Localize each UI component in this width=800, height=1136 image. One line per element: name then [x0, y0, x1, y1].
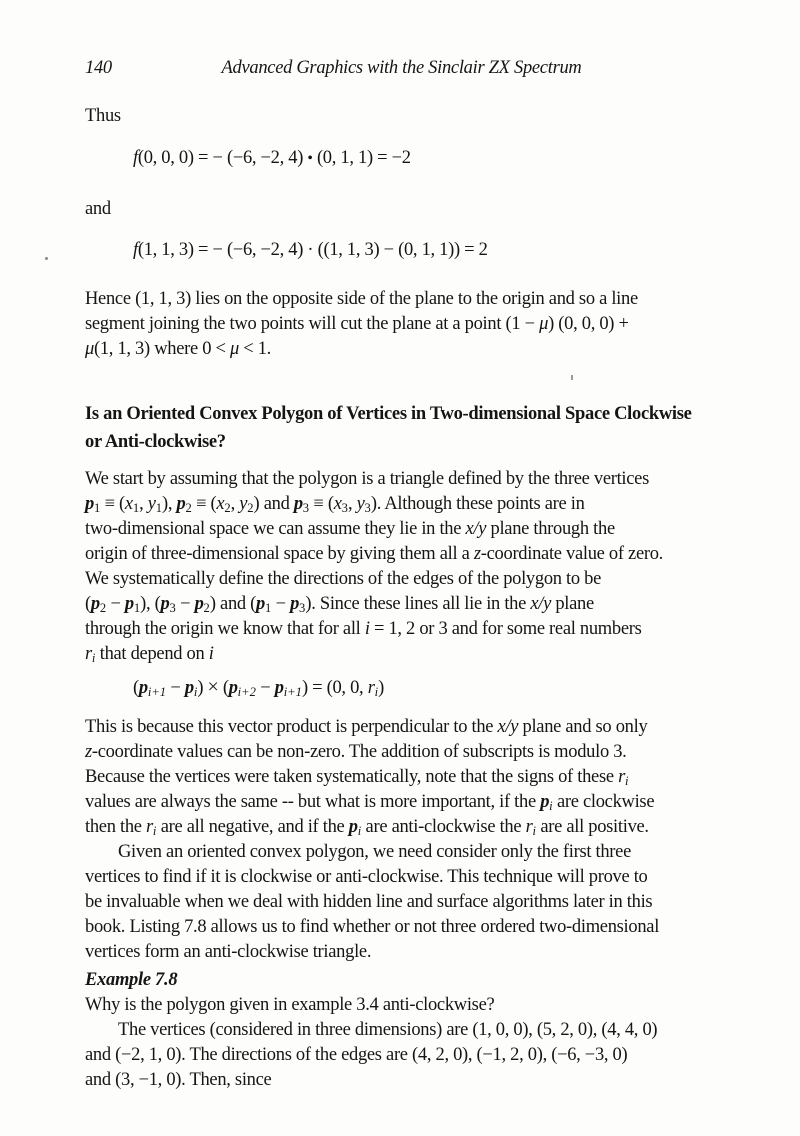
text-run: ). Since these lines all lie in the: [305, 594, 531, 614]
text-run: f: [133, 240, 138, 260]
text-run: −: [166, 678, 185, 698]
para-we-start: [85, 467, 718, 667]
text-run: i+1: [283, 685, 302, 700]
text-run: μ: [539, 314, 549, 334]
text-run: Given an oriented convex polygon, we need consider only the first three: [118, 842, 631, 862]
text-run: We start by assuming that the polygon is a triangle defined by the three vertices: [85, 469, 649, 489]
text-line: [85, 915, 718, 940]
text-run: i: [193, 685, 198, 700]
text-run: ),: [162, 494, 177, 514]
text-line: [85, 467, 718, 492]
text-run: ). Although these points are in: [370, 494, 585, 514]
text-line: [85, 492, 718, 517]
text-run: -coordinate values can be non-zero. The addition of subscripts is modulo 3.: [91, 742, 627, 762]
text-run: 2: [99, 601, 107, 616]
text-run: ): [378, 678, 384, 698]
text-run: Example 7.8: [85, 970, 178, 990]
example-title: [85, 968, 718, 993]
text-run: y: [239, 494, 248, 514]
text-line: [85, 815, 718, 840]
text-run: 1: [264, 601, 272, 616]
text-run: plane: [551, 594, 594, 614]
text-run: plane through the: [486, 519, 615, 539]
text-run: book. Listing 7.8 allows us to find whether or not three ordered two-dimensional: [85, 917, 660, 937]
text-run: Hence (1, 1, 3) lies on the opposite side of the plane to the origin and so a line: [85, 289, 638, 309]
text-run: p: [85, 494, 94, 514]
text-line: [85, 312, 718, 337]
text-run: ≡ (: [191, 494, 217, 514]
text-line: [85, 287, 718, 312]
text-run: (0, 1, 1) = −2: [312, 148, 411, 168]
text-run: z: [85, 742, 92, 762]
text-run: r: [618, 767, 625, 787]
text-run: p: [290, 594, 300, 614]
text-run: 1: [133, 601, 141, 616]
text-run: −: [175, 594, 195, 614]
text-run: y: [147, 494, 156, 514]
text-run: Thus: [85, 106, 121, 126]
text-run: 2: [203, 601, 210, 616]
para-this-is-because: [85, 715, 718, 840]
text-run: p: [176, 494, 186, 514]
book-title: Advanced Graphics with the Sinclair ZX Spectrum: [221, 58, 582, 78]
text-run: through the origin we know that for all: [85, 619, 365, 639]
text-run: 3: [302, 501, 310, 516]
text-run: (: [133, 678, 139, 698]
text-run: i: [549, 799, 553, 814]
text-run: vertices form an anti-clockwise triangle.: [85, 942, 372, 962]
formula-f-origin: [85, 146, 718, 171]
formula-f-point: [85, 238, 718, 263]
text-line: [85, 517, 718, 542]
text-run: are all negative, and if the: [156, 817, 349, 837]
text-run: r: [525, 817, 533, 837]
text-run: then the: [85, 817, 147, 837]
text-run: p: [194, 594, 204, 614]
text-run: i: [91, 651, 96, 666]
text-line: [133, 675, 718, 700]
text-line: [133, 146, 718, 171]
text-run: i: [152, 824, 157, 839]
text-run: ) (0, 0, 0) +: [548, 314, 629, 334]
text-run: and (3, −1, 0). Then, since: [85, 1070, 272, 1090]
text-run: (: [85, 594, 91, 614]
text-run: and (−2, 1, 0). The directions of the edges are (4, 2, 0), (−1, 2, 0), (−6, −3, 0): [85, 1045, 628, 1065]
text-line: [85, 642, 718, 667]
text-line: [85, 790, 718, 815]
text-run: 1: [155, 501, 162, 516]
text-run: −: [271, 594, 291, 614]
text-line: [85, 1018, 718, 1043]
text-run: 2: [247, 501, 254, 516]
text-line: [85, 400, 718, 428]
text-line: [85, 865, 718, 890]
text-run: (0, 0, 0) = − (−6, −2, 4): [137, 148, 308, 168]
text-line: [85, 840, 718, 865]
text-run: (1, 1, 3) = − (−6, −2, 4) · ((1, 1, 3) − (0, 1, 1)) = 2: [137, 240, 488, 260]
text-line: [85, 765, 718, 790]
para-and: [85, 197, 718, 222]
text-line: [85, 740, 718, 765]
formula-cross-product: [85, 675, 718, 700]
text-run: 3: [364, 501, 371, 516]
text-run: Because the vertices were taken systematically, note that the signs of these: [85, 767, 619, 787]
text-run: −: [106, 594, 125, 614]
para-hence: [85, 287, 718, 362]
text-run: ,: [230, 494, 240, 514]
text-line: [85, 1068, 718, 1093]
text-run: i: [357, 824, 362, 839]
text-run: (: [218, 678, 229, 698]
text-run: x/y: [530, 594, 552, 614]
text-run: origin of three-dimensional space by giving them all a: [85, 544, 474, 564]
text-run: values are always the same -- but what is more important, if the: [85, 792, 541, 812]
text-line: [85, 592, 718, 617]
running-header: [85, 56, 718, 81]
text-run: p: [274, 678, 284, 698]
text-run: r: [146, 817, 153, 837]
text-run: r: [85, 644, 92, 664]
text-run: ) and: [253, 494, 294, 514]
text-run: and: [85, 199, 111, 219]
text-run: 3: [341, 501, 348, 516]
text-run: ) = (0, 0,: [301, 678, 368, 698]
text-run: 1: [132, 501, 140, 516]
text-line: [85, 1043, 718, 1068]
text-run: ×: [207, 676, 219, 698]
text-line: [85, 428, 718, 456]
text-run: ≡ (: [309, 494, 334, 514]
text-line: [85, 968, 718, 993]
text-run: p: [160, 594, 170, 614]
text-run: p: [228, 678, 238, 698]
text-run: ), (: [140, 594, 161, 614]
text-run: 1: [93, 501, 101, 516]
text-run: x: [333, 494, 342, 514]
text-run: p: [184, 678, 194, 698]
text-run: 2: [185, 501, 192, 516]
text-run: The vertices (considered in three dimensions) are (1, 0, 0), (5, 2, 0), (4, 4, 0): [118, 1020, 658, 1040]
text-run: i: [374, 685, 379, 700]
text-run: ≡ (: [100, 494, 125, 514]
text-run: μ: [229, 339, 239, 359]
page-number: 140: [85, 58, 112, 78]
text-run: 3: [299, 601, 306, 616]
text-line: [85, 337, 718, 362]
text-run: r: [367, 678, 375, 698]
text-run: ): [197, 678, 208, 698]
text-run: y: [356, 494, 365, 514]
text-run: vertices to find if it is clockwise or anti-clockwise. This technique will prove to: [85, 867, 648, 887]
text-run: x/y: [465, 519, 487, 539]
section-heading: [85, 400, 718, 456]
text-run: p: [138, 678, 148, 698]
print-speck: [45, 257, 48, 260]
page-content: [85, 104, 718, 1093]
text-run: p: [540, 792, 550, 812]
text-run: i: [208, 644, 214, 664]
text-run: Why is the polygon given in example 3.4 anti-clockwise?: [85, 995, 495, 1015]
text-run: p: [256, 594, 265, 614]
text-run: or Anti-clockwise?: [85, 432, 226, 452]
text-run: Is an Oriented Convex Polygon of Vertices in Two-dimensional Space Clockwise: [85, 404, 692, 424]
text-run: -coordinate value of zero.: [480, 544, 664, 564]
text-run: p: [293, 494, 303, 514]
text-run: x: [216, 494, 225, 514]
text-run: < 1.: [238, 339, 272, 359]
text-run: ) and (: [209, 594, 257, 614]
text-run: 3: [169, 601, 176, 616]
text-run: x: [124, 494, 133, 514]
text-run: 2: [224, 501, 231, 516]
text-line: [85, 617, 718, 642]
text-line: [85, 197, 718, 222]
text-line: [85, 104, 718, 129]
print-speck: [571, 375, 573, 380]
para-given-oriented: [85, 840, 718, 965]
text-run: x/y: [497, 717, 519, 737]
text-run: We systematically define the directions of the edges of the polygon to be: [85, 569, 602, 589]
text-run: = 1, 2 or 3 and for some real numbers: [369, 619, 642, 639]
text-run: This is because this vector product is perpendicular to the: [85, 717, 498, 737]
text-run: −: [255, 678, 275, 698]
text-run: are all positive.: [536, 817, 649, 837]
text-run: i: [364, 619, 370, 639]
text-line: [133, 238, 718, 263]
text-run: are anti-clockwise the: [361, 817, 526, 837]
text-run: ,: [347, 494, 357, 514]
text-run: are clockwise: [552, 792, 655, 812]
text-run: segment joining the two points will cut the plane at a point (1 −: [85, 314, 540, 334]
text-run: (1, 1, 3) where 0 <: [94, 339, 230, 359]
text-run: two-dimensional space we can assume they lie in the: [85, 519, 466, 539]
text-run: •: [307, 150, 313, 167]
text-run: i+2: [237, 685, 256, 700]
text-run: ,: [139, 494, 148, 514]
text-line: [85, 715, 718, 740]
text-run: be invaluable when we deal with hidden line and surface algorithms later in this: [85, 892, 653, 912]
para-example-body: [85, 993, 718, 1093]
text-run: z: [473, 544, 481, 564]
text-line: [85, 542, 718, 567]
text-run: i: [532, 824, 536, 839]
text-run: p: [348, 817, 358, 837]
text-run: f: [133, 148, 138, 168]
text-run: p: [124, 594, 134, 614]
text-run: i: [624, 774, 629, 789]
text-run: i+1: [147, 685, 167, 700]
text-run: μ: [85, 339, 94, 359]
text-line: [85, 993, 718, 1018]
text-line: [85, 567, 718, 592]
text-run: that depend on: [95, 644, 209, 664]
text-line: [85, 940, 718, 965]
para-thus: [85, 104, 718, 129]
text-run: p: [90, 594, 100, 614]
text-run: plane and so only: [518, 717, 648, 737]
text-line: [85, 890, 718, 915]
